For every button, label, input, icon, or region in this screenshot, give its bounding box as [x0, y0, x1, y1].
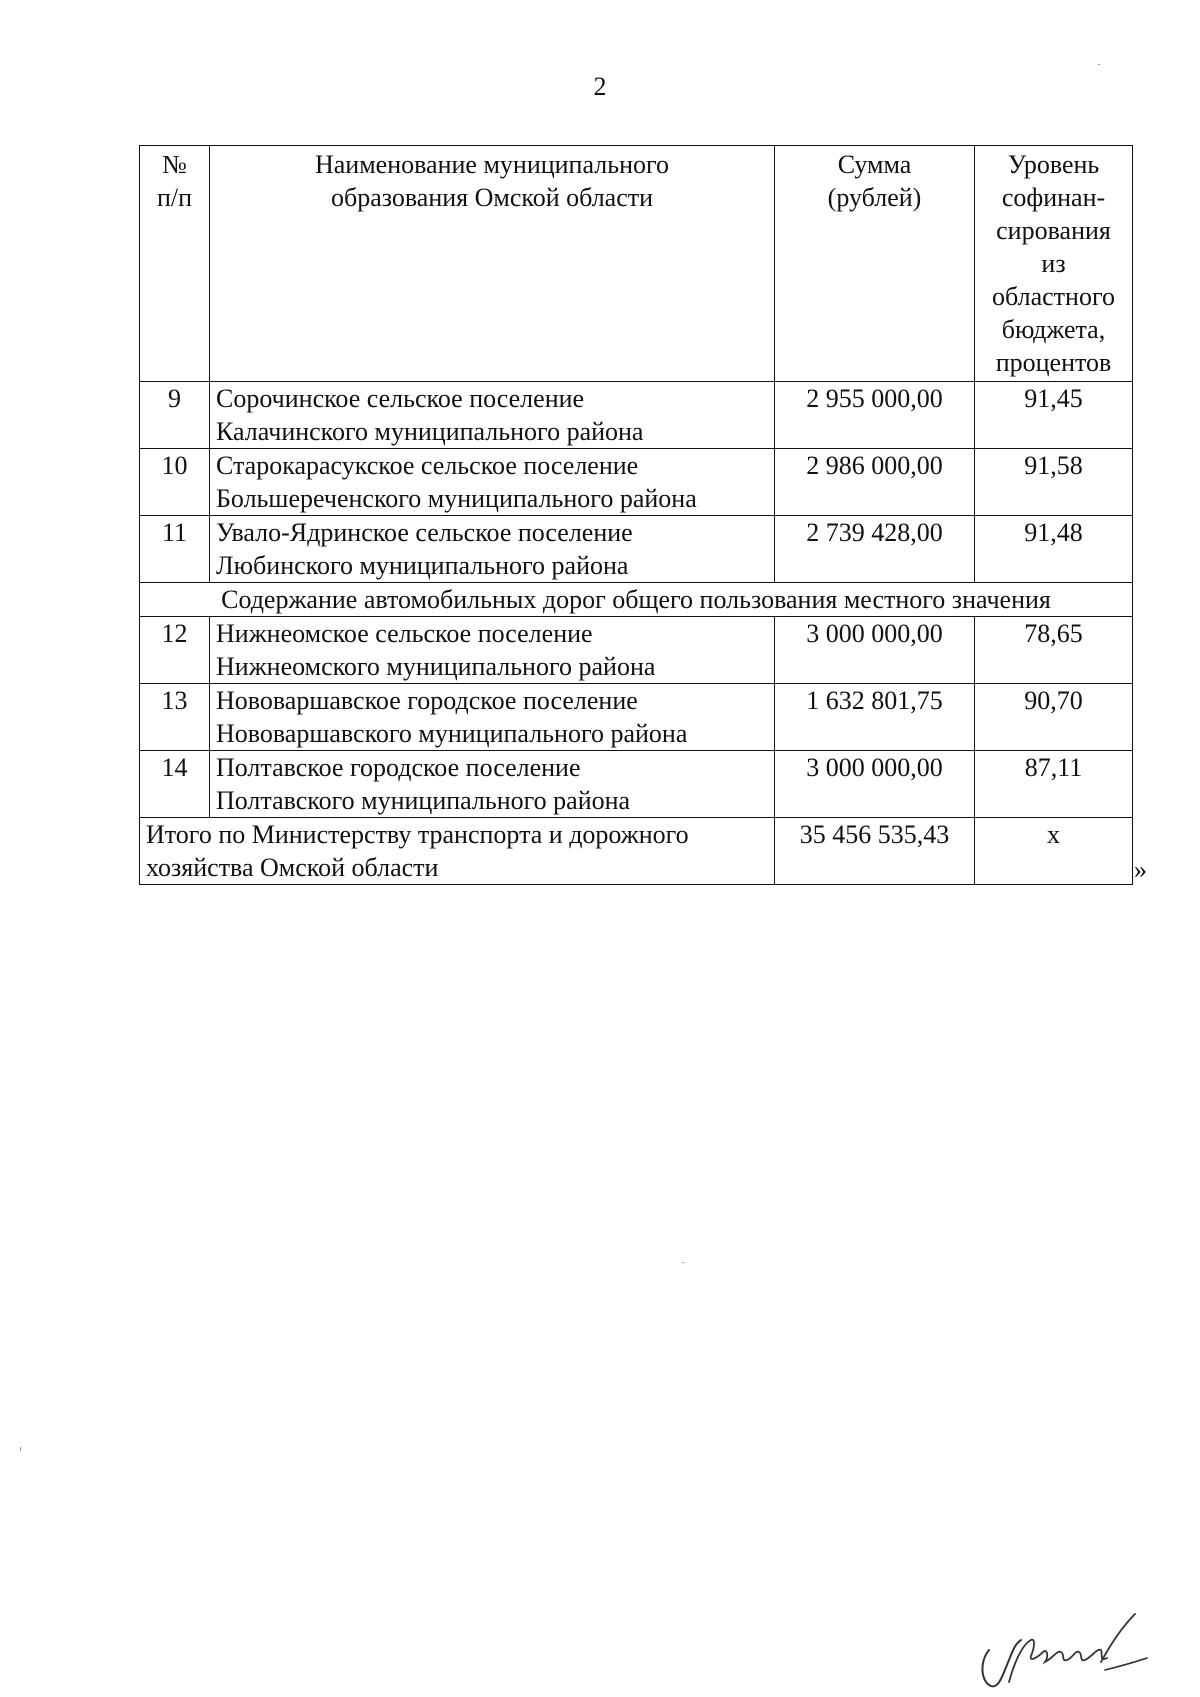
- row-number: 10: [140, 449, 210, 516]
- signature: [975, 1600, 1150, 1690]
- total-label-line: Итого по Министерству транспорта и дорожного: [146, 820, 689, 849]
- table-row: [140, 516, 1133, 583]
- total-row: [140, 818, 1133, 885]
- header-name: [210, 146, 775, 382]
- header-num-line: №: [162, 150, 187, 179]
- row-number: 13: [140, 684, 210, 751]
- name-line: Нововаршавского муниципального района: [216, 719, 688, 748]
- section-title: Содержание автомобильных дорог общего пользования местного значения: [140, 583, 1133, 617]
- total-level: х: [975, 818, 1133, 885]
- section-row: [140, 583, 1133, 617]
- total-label-line: хозяйства Омской области: [146, 853, 439, 882]
- header-level-line: бюджета,: [1001, 315, 1106, 344]
- row-number: 11: [140, 516, 210, 583]
- level-cell: 91,45: [975, 382, 1133, 449]
- sum-cell: 3 000 000,00: [775, 751, 975, 818]
- municipality-name: [210, 751, 775, 818]
- sum-cell: 2 739 428,00: [775, 516, 975, 583]
- name-line: Старокарасукское сельское поселение: [216, 451, 639, 480]
- header-sum-line: (рублей): [827, 183, 922, 212]
- header-level-line: областного: [992, 282, 1115, 311]
- header-level-line: софинан-: [1001, 183, 1106, 212]
- table-row: [140, 617, 1133, 684]
- sum-cell: 2 986 000,00: [775, 449, 975, 516]
- row-number: 12: [140, 617, 210, 684]
- level-cell: 87,11: [975, 751, 1133, 818]
- municipality-name: [210, 382, 775, 449]
- header-name-line: Наименование муниципального: [314, 150, 670, 179]
- total-sum: 35 456 535,43: [775, 818, 975, 885]
- header-level-line: из: [1041, 249, 1066, 278]
- header-num: [140, 146, 210, 382]
- name-line: Любинского муниципального района: [216, 551, 629, 580]
- level-cell: 91,48: [975, 516, 1133, 583]
- header-sum: [775, 146, 975, 382]
- name-line: Нижнеомского муниципального района: [216, 652, 656, 681]
- header-num-line: п/п: [156, 183, 193, 212]
- header-level: [975, 146, 1133, 382]
- name-line: Полтавское городское поселение: [216, 753, 581, 782]
- scan-speck: [20, 1447, 21, 1451]
- name-line: Сорочинское сельское поселение: [216, 384, 585, 413]
- municipality-name: [210, 617, 775, 684]
- table-row: [140, 449, 1133, 516]
- municipality-name: [210, 449, 775, 516]
- scan-speck: [1098, 64, 1100, 65]
- closing-quote: »: [1134, 855, 1147, 884]
- level-cell: 91,58: [975, 449, 1133, 516]
- header-level-line: процентов: [995, 348, 1112, 377]
- name-line: Калачинского муниципального района: [216, 417, 644, 446]
- table-row: [140, 382, 1133, 449]
- scan-speck: [682, 1262, 684, 1263]
- municipality-name: [210, 516, 775, 583]
- level-cell: 90,70: [975, 684, 1133, 751]
- name-line: Большереченского муниципального района: [216, 484, 697, 513]
- table-row: [140, 751, 1133, 818]
- header-level-line: сирования: [996, 216, 1111, 245]
- row-number: 9: [140, 382, 210, 449]
- sum-cell: 1 632 801,75: [775, 684, 975, 751]
- name-line: Полтавского муниципального района: [216, 786, 631, 815]
- municipality-name: [210, 684, 775, 751]
- name-line: Нововаршавское городское поселение: [216, 686, 638, 715]
- header-level-line: Уровень: [1007, 150, 1100, 179]
- sum-cell: 2 955 000,00: [775, 382, 975, 449]
- table-row: [140, 684, 1133, 751]
- header-sum-line: Сумма: [837, 150, 912, 179]
- subsidy-table: [139, 145, 1133, 885]
- header-name-line: образования Омской области: [330, 183, 654, 212]
- name-line: Увало-Ядринское сельское поселение: [216, 518, 633, 547]
- row-number: 14: [140, 751, 210, 818]
- sum-cell: 3 000 000,00: [775, 617, 975, 684]
- table-header-row: [140, 146, 1133, 382]
- total-label: [140, 818, 775, 885]
- page-number: 2: [593, 72, 607, 101]
- level-cell: 78,65: [975, 617, 1133, 684]
- name-line: Нижнеомское сельское поселение: [216, 619, 593, 648]
